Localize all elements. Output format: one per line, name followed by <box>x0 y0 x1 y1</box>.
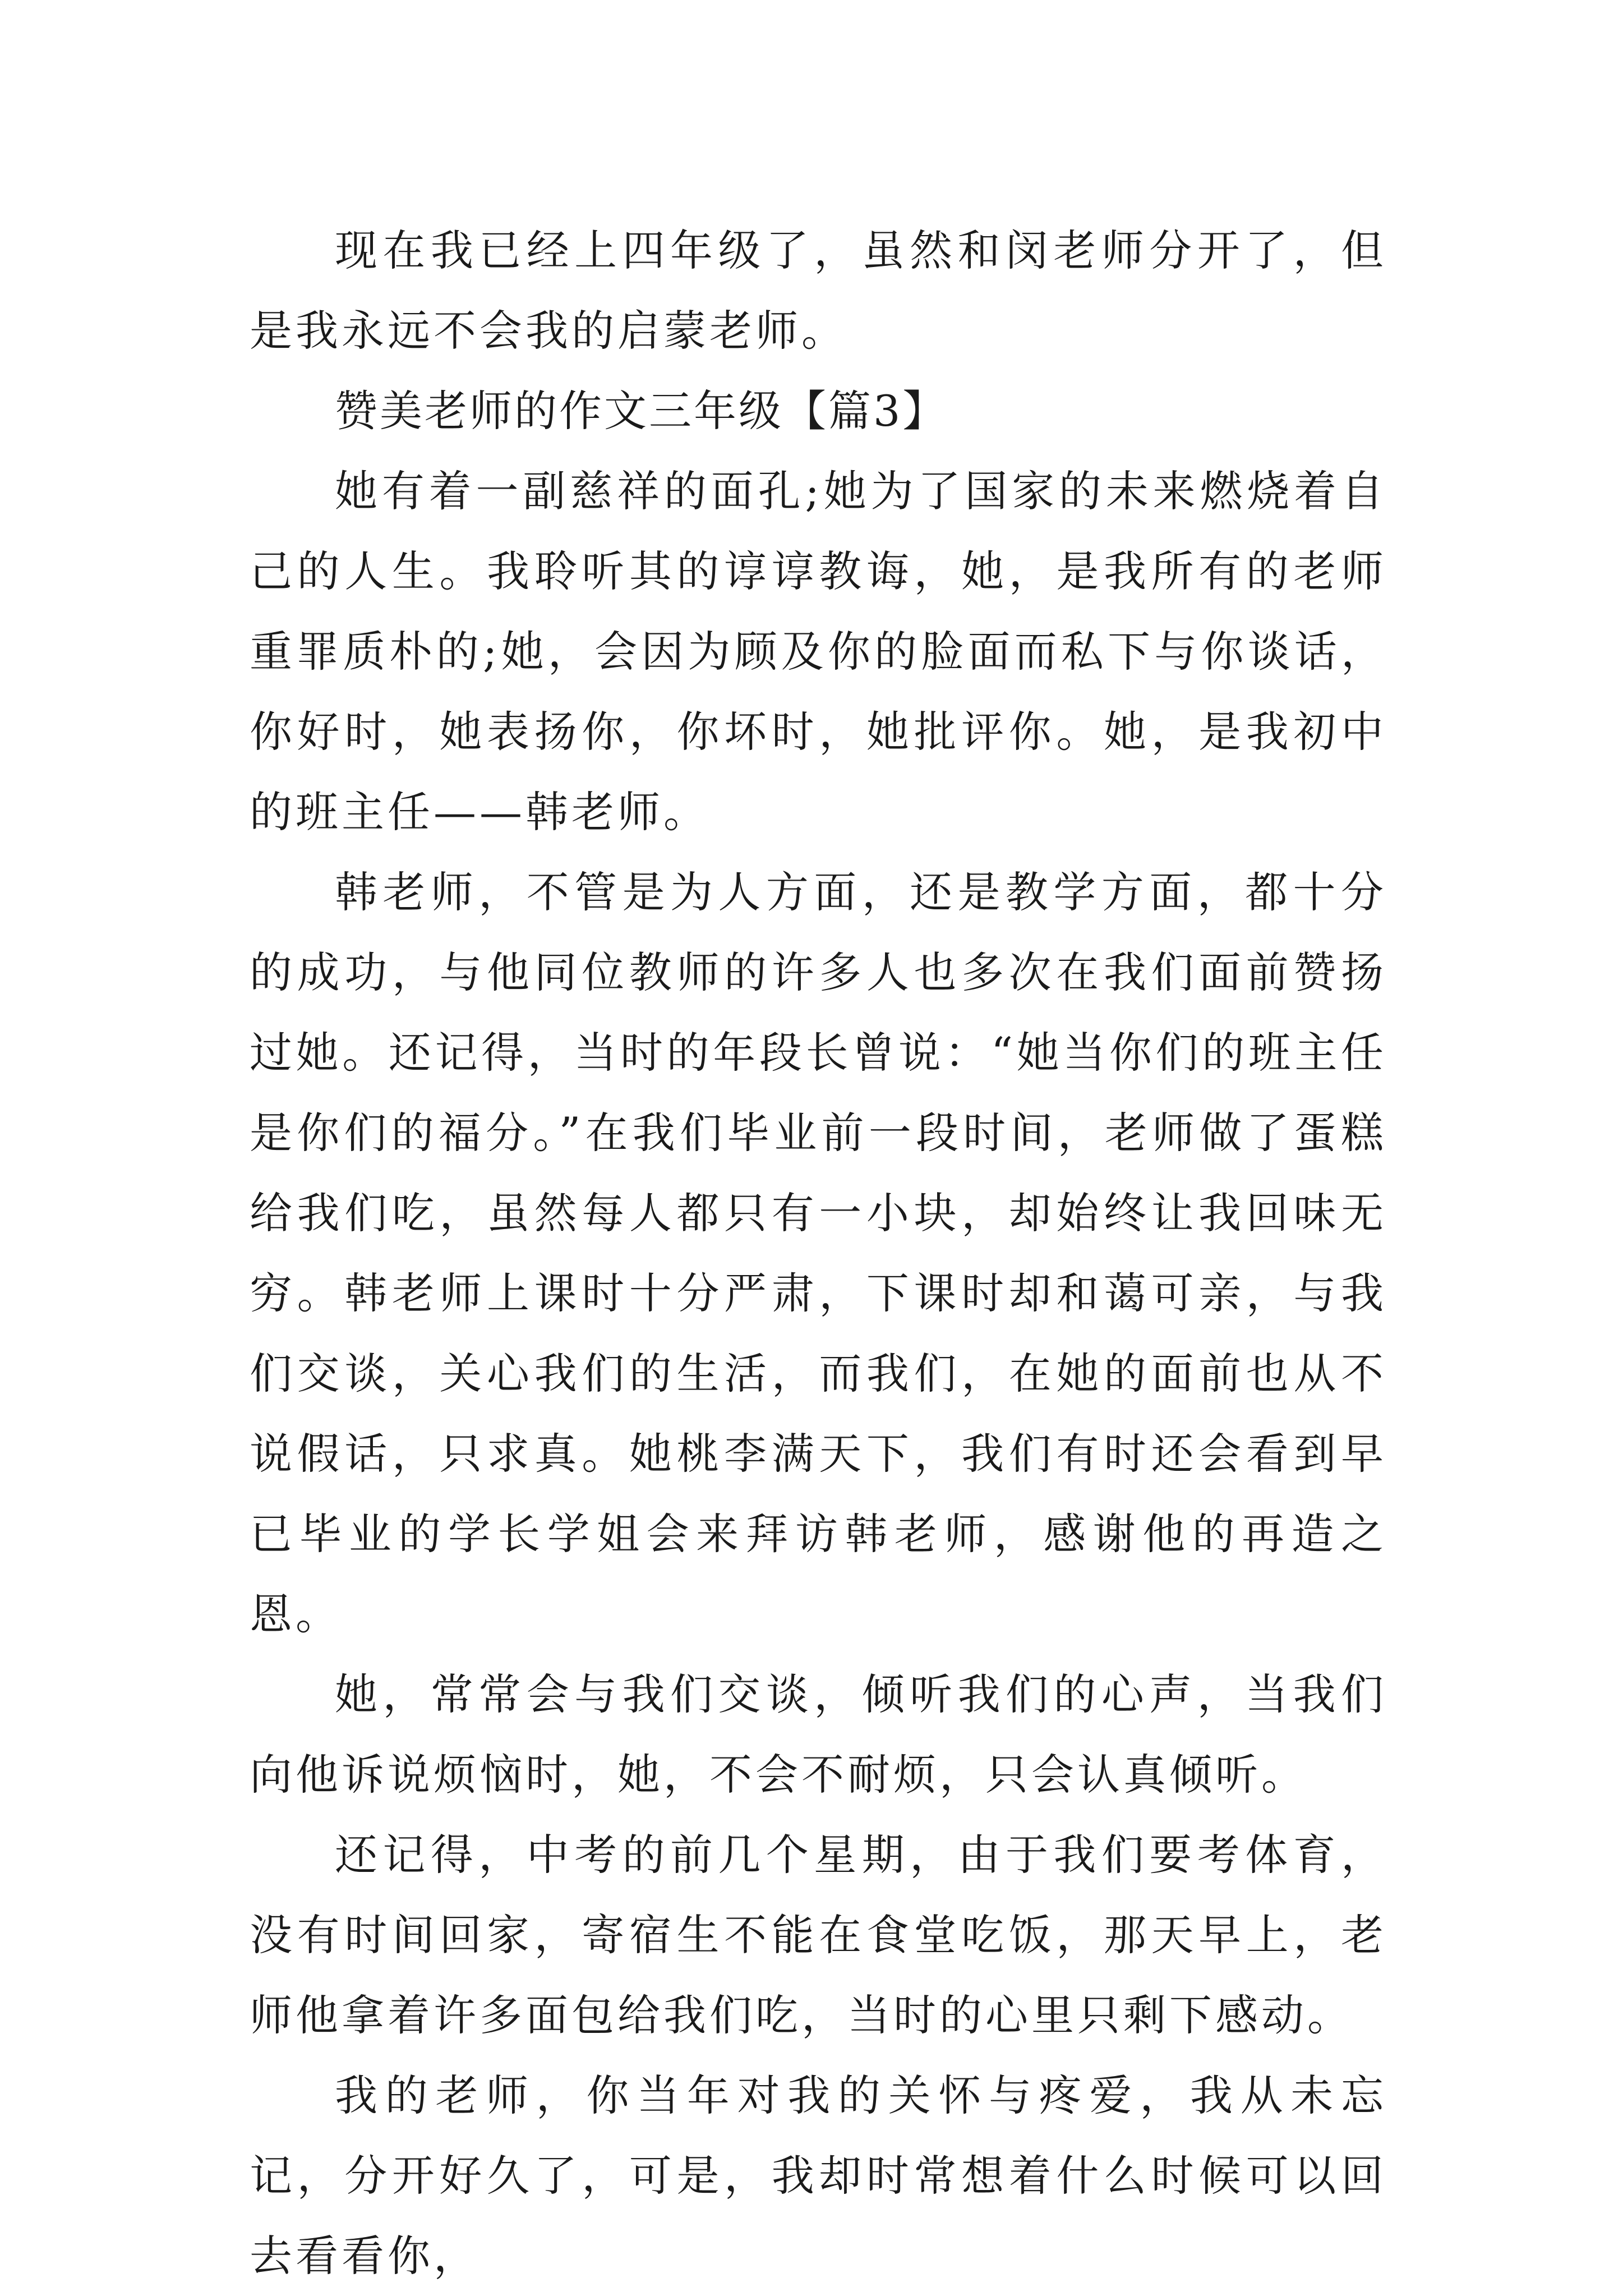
paragraph-5: 还记得，中考的前几个星期，由于我们要考体育，没有时间回家，寄宿生不能在食堂吃饭，那天早上，老师他拿着许多面包给我们吃，当时的心里只剩下感动。 <box>250 1830 1387 2040</box>
document-body <box>250 210 1387 2296</box>
paragraph-6: 我的老师，你当年对我的关怀与疼爱，我从未忘记，分开好久了，可是，我却时常想着什么时候可以回去看看你， <box>250 2070 1387 2281</box>
paragraph-4: 她，常常会与我们交谈，倾听我们的心声，当我们向他诉说烦恼时，她，不会不耐烦，只会认真倾听。 <box>250 1669 1387 1800</box>
paragraph-2: 她有着一副慈祥的面孔;她为了国家的未来燃烧着自己的人生。我聆听其的谆谆教诲，她，是我所有的老师重罪质朴的;她，会因为顾及你的脸面而私下与你谈话，你好时，她表扬你，你坏时，她批评你。她，是我初中的班主任——韩老师。 <box>250 466 1387 837</box>
paragraph-1: 现在我已经上四年级了，虽然和闵老师分开了，但是我永远不会我的启蒙老师。 <box>250 226 1387 356</box>
section-heading: 赞美老师的作文三年级【篇3】 <box>335 386 948 436</box>
paragraph-3: 韩老师，不管是为人方面，还是教学方面，都十分的成功，与他同位教师的许多人也多次在我们面前赞扬过她。还记得，当时的年段长曾说：“她当你们的班主任是你们的福分。”在我们毕业前一段时间，老师做了蛋糕给我们吃，虽然每人都只有一小块，却始终让我回味无穷。韩老师上课时十分严肃，下课时却和蔼可亲，与我们交谈，关心我们的生活，而我们，在她的面前也从不说假话，只求真。她桃李满天下，我们有时还会看到早已毕业的学长学姐会来拜访韩老师，感谢他的再造之恩。 <box>250 867 1387 1639</box>
